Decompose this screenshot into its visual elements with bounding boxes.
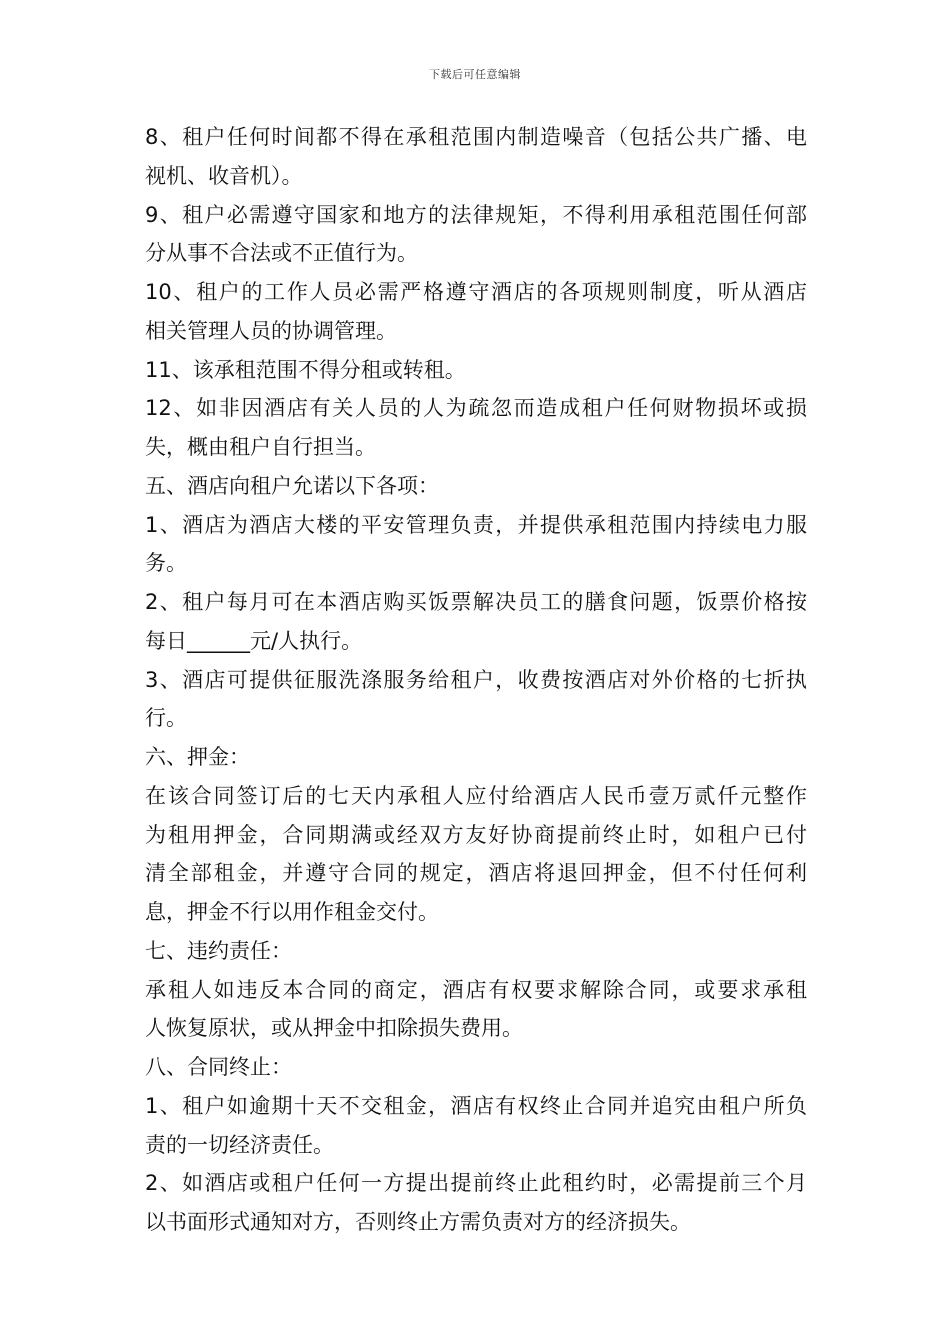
document-body	[145, 118, 807, 1242]
text-line: 以书面形式通知对方，否则终止方需负责对方的经济损失。	[145, 1210, 691, 1234]
text-line: 1、酒店为酒店大楼的平安管理负责，并提供承租范围内持续电力服	[145, 512, 807, 537]
text-line: 2、如酒店或租户任何一方提出提前终止此租约时，必需提前三个月	[145, 1171, 807, 1196]
text-line: 2、租户每月可在本酒店购买饭票解决员工的膳食问题，饭票价格按	[145, 590, 807, 614]
text-line: 1、租户如逾期十天不交租金，酒店有权终止合同并追究由租户所负	[145, 1093, 807, 1118]
text-line: 在该合同签订后的七天内承租人应付给酒店人民币壹万贰仟元整作	[145, 783, 807, 808]
text-line: 清全部租金，并遵守合同的规定，酒店将退回押金，但不付任何利	[145, 861, 807, 886]
page-header-note: 下载后可任意编辑	[429, 68, 521, 81]
text-line: 相关管理人员的协调管理。	[145, 318, 397, 343]
text-line: 责的一切经济责任。	[145, 1132, 334, 1157]
text-line: 息，押金不行以用作租金交付。	[145, 900, 439, 924]
section-heading: 八、合同终止：	[145, 1055, 292, 1079]
text-line: 视机、收音机）。	[145, 163, 303, 188]
text-line: 人恢复原状，或从押金中扣除损失费用。	[145, 1016, 523, 1041]
text-line: 承租人如违反本合同的商定，酒店有权要求解除合同，或要求承租	[145, 977, 807, 1002]
section-heading: 七、违约责任：	[145, 938, 292, 963]
text-line: 3、酒店可提供征服洗涤服务给租户，收费按酒店对外价格的七折执	[145, 667, 807, 692]
text-line: 9、租户必需遵守国家和地方的法律规矩，不得利用承租范围任何部	[145, 202, 807, 227]
text-line: 分从事不合法或不正值行为。	[145, 241, 418, 266]
text-line: 12、如非因酒店有关人员的人为疏忽而造成租户任何财物损坏或损	[145, 396, 807, 421]
text-line: 为租用押金，合同期满或经双方友好协商提前终止时，如租户已付	[145, 822, 807, 847]
section-heading: 六、押金：	[145, 745, 250, 769]
text-line: 每日______元/人执行。	[145, 628, 363, 653]
text-line: 失，概由租户自行担当。	[145, 435, 376, 459]
section-heading: 五、酒店向租户允诺以下各项：	[145, 473, 439, 498]
text-line: 务。	[145, 551, 187, 576]
text-line: 10、租户的工作人员必需严格遵守酒店的各项规则制度，听从酒店	[145, 280, 807, 304]
text-line: 8、租户任何时间都不得在承租范围内制造噪音（包括公共广播、电	[145, 125, 807, 149]
text-line: 11、该承租范围不得分租或转租。	[145, 357, 466, 382]
text-line: 行。	[145, 706, 187, 731]
